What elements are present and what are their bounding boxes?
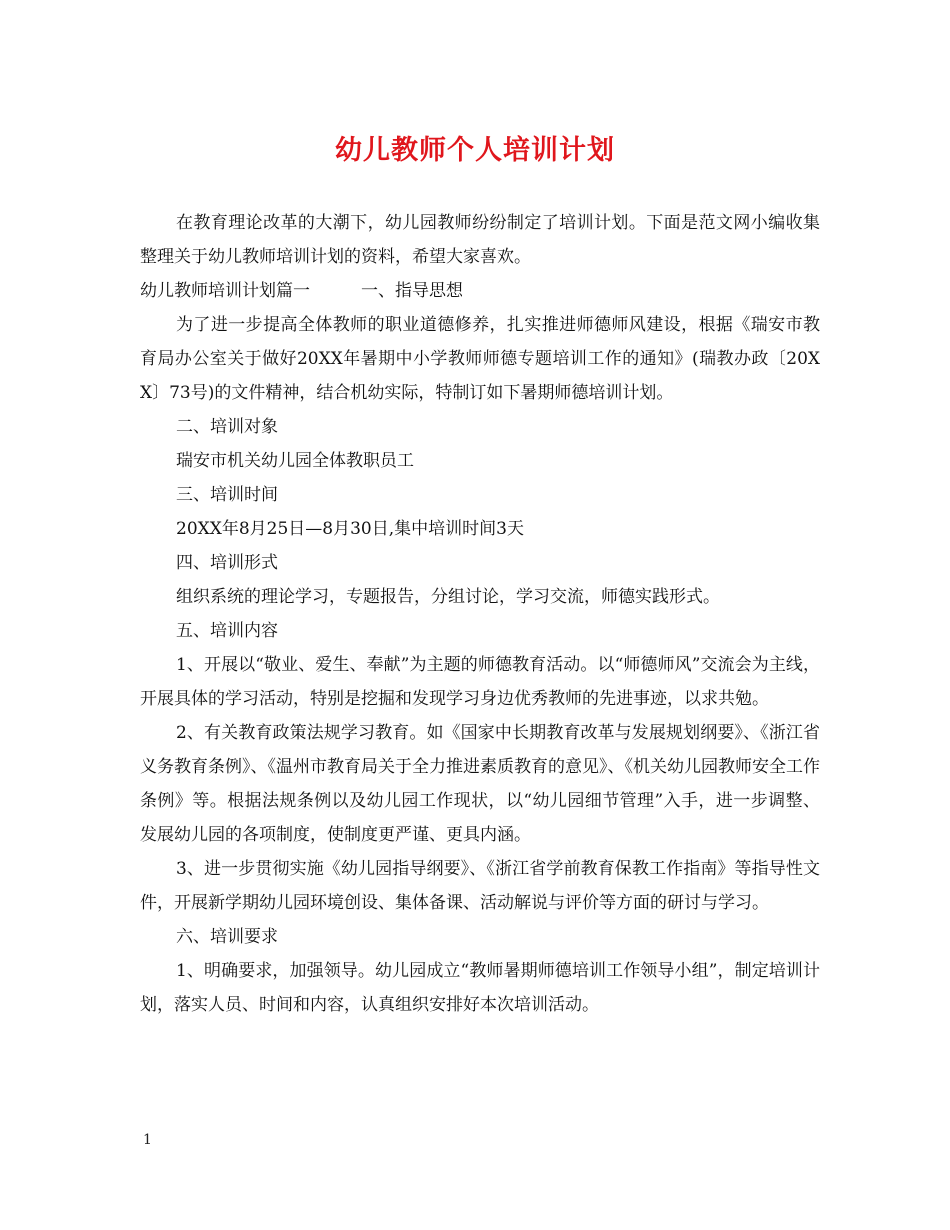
content-item-1: 1、开展以“敬业、爱生、奉献”为主题的师德教育活动。以“师德师风”交流会为主线，开展具体的学习活动，特别是挖掘和发现学习身边优秀教师的先进事迹，以求共勉。 xyxy=(140,655,820,709)
section-heading-3: 三、培训时间 xyxy=(176,485,278,505)
training-form-paragraph: 组织系统的理论学习，专题报告，分组讨论，学习交流，师德实践形式。 xyxy=(176,587,720,607)
training-target-paragraph: 瑞安市机关幼儿园全体教职员工 xyxy=(176,451,414,471)
section-heading-5: 五、培训内容 xyxy=(176,621,278,641)
guiding-thought-paragraph: 为了进一步提高全体教师的职业道德修养，扎实推进师德师风建设，根据《瑞安市教育局办公室关于做好20XX年暑期中小学教师师德专题培训工作的通知》(瑞教办政〔20XX〕73号)的文件精神，结合机幼实际，特制订如下暑期师德培训计划。 xyxy=(140,315,820,403)
content-item-2: 2、有关教育政策法规学习教育。如《国家中长期教育改革与发展规划纲要》、《浙江省义务教育条例》、《温州市教育局关于全力推进素质教育的意见》、《机关幼儿园教师安全工作条例》等。根据法规条例以及幼儿园工作现状，以“幼儿园细节管理”入手，进一步调整、发展幼儿园的各项制度，使制度更严谨、更具内涵。 xyxy=(140,723,820,845)
document-body xyxy=(140,206,820,1022)
page-number: 1 xyxy=(143,1132,152,1148)
section-heading-1: 幼儿教师培训计划篇一 一、指导思想 xyxy=(140,281,463,301)
section-heading-6: 六、培训要求 xyxy=(176,927,278,947)
training-time-paragraph: 20XX年8月25日—8月30日,集中培训时间3天 xyxy=(176,519,524,539)
section-heading-2: 二、培训对象 xyxy=(176,417,278,437)
document-title: 幼儿教师个人培训计划 xyxy=(335,135,615,166)
content-item-3: 3、进一步贯彻实施《幼儿园指导纲要》、《浙江省学前教育保教工作指南》等指导性文件，开展新学期幼儿园环境创设、集体备课、活动解说与评价等方面的研讨与学习。 xyxy=(140,859,820,913)
section-heading-4: 四、培训形式 xyxy=(176,553,278,573)
intro-paragraph: 在教育理论改革的大潮下，幼儿园教师纷纷制定了培训计划。下面是范文网小编收集整理关于幼儿教师培训计划的资料，希望大家喜欢。 xyxy=(140,213,820,267)
requirement-item-1: 1、明确要求，加强领导。幼儿园成立“教师暑期师德培训工作领导小组”，制定培训计划，落实人员、时间和内容，认真组织安排好本次培训活动。 xyxy=(140,961,820,1015)
